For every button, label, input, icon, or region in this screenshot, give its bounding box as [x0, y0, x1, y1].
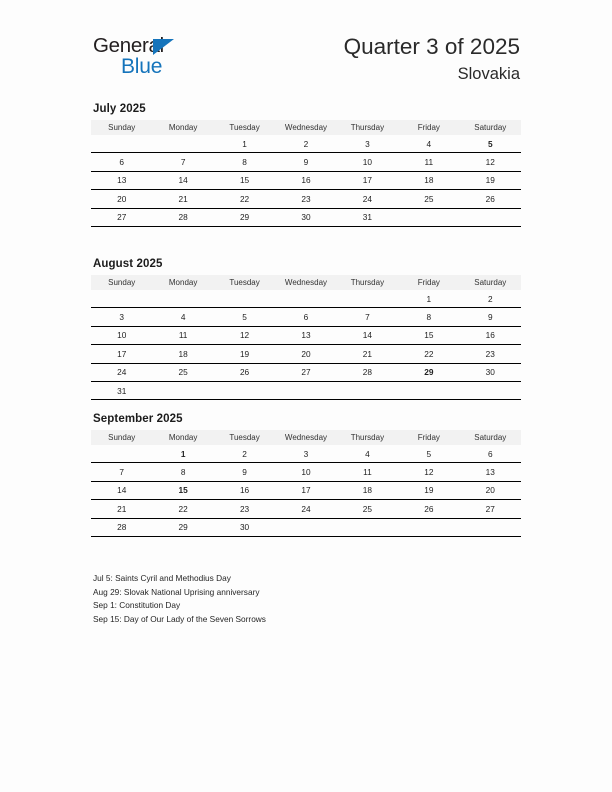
page-subtitle-country: Slovakia [457, 65, 520, 83]
weekday-header-friday: Friday [398, 275, 459, 290]
calendar-cell-empty [275, 381, 336, 399]
calendar-day[interactable]: 28 [337, 363, 398, 381]
calendar-cell-empty [460, 381, 521, 399]
calendar-week-row [91, 445, 521, 463]
blue-triangle-icon [153, 39, 174, 55]
calendar-day[interactable]: 17 [275, 481, 336, 499]
calendar-day[interactable]: 9 [214, 463, 275, 481]
calendar-day[interactable]: 14 [337, 326, 398, 344]
calendar-day[interactable]: 29 [214, 208, 275, 226]
calendar-week-row [91, 381, 521, 399]
page-title: Quarter 3 of 2025 [343, 34, 520, 59]
calendar-day[interactable]: 18 [337, 481, 398, 499]
calendar-cell-empty [337, 290, 398, 308]
brand-name-general: General [93, 34, 164, 57]
calendar-day[interactable]: 18 [398, 171, 459, 189]
calendar-week-row [91, 518, 521, 536]
calendar-week-row [91, 500, 521, 518]
calendar-week-row [91, 153, 521, 171]
calendar-cell-empty [398, 381, 459, 399]
calendar-week-row [91, 363, 521, 381]
calendar-week-row [91, 208, 521, 226]
weekday-header-saturday: Saturday [460, 430, 521, 445]
weekday-header-saturday: Saturday [460, 275, 521, 290]
calendar-day[interactable]: 26 [214, 363, 275, 381]
weekday-header-row [91, 430, 521, 445]
holiday-note: Sep 15: Day of Our Lady of the Seven Sorrows [93, 613, 266, 624]
calendar-day[interactable]: 31 [337, 208, 398, 226]
calendar-cell-empty [91, 290, 152, 308]
calendar-day-holiday[interactable]: 1 [180, 448, 186, 459]
title-block [344, 34, 520, 85]
calendar-day[interactable]: 1 [242, 138, 247, 149]
weekday-header-row [91, 275, 521, 290]
calendar-day[interactable]: 2 [242, 448, 247, 459]
calendar-day[interactable]: 2 [487, 293, 493, 304]
calendar-day[interactable]: 25 [398, 190, 459, 208]
calendar-week-row [91, 171, 521, 189]
calendar-cell-empty [275, 518, 336, 536]
calendar-day[interactable]: 25 [152, 363, 213, 381]
weekday-header-friday: Friday [398, 430, 459, 445]
calendar-day[interactable]: 6 [275, 308, 336, 326]
calendar-day[interactable]: 12 [214, 326, 275, 344]
weekday-header-tuesday: Tuesday [214, 120, 275, 135]
calendar-day[interactable]: 14 [152, 171, 213, 189]
calendar-day[interactable]: 31 [91, 381, 152, 399]
calendar-day[interactable]: 28 [152, 208, 213, 226]
weekday-header-sunday: Sunday [91, 120, 152, 135]
weekday-header-tuesday: Tuesday [214, 430, 275, 445]
weekday-header-thursday: Thursday [337, 430, 398, 445]
calendar-day[interactable]: 3 [91, 308, 152, 326]
calendar-cell-empty [460, 208, 521, 226]
calendar-day[interactable]: 7 [152, 153, 213, 171]
brand-name-blue: Blue [121, 55, 163, 78]
calendar-day[interactable]: 12 [460, 153, 521, 171]
calendar-day[interactable]: 27 [275, 363, 336, 381]
calendar-day[interactable]: 1 [426, 293, 432, 304]
calendar-day[interactable]: 26 [398, 500, 459, 518]
calendar-week-row [91, 326, 521, 344]
weekday-header-wednesday: Wednesday [275, 120, 336, 135]
calendar-day[interactable]: 4 [426, 138, 432, 149]
calendar-day[interactable]: 11 [337, 463, 398, 481]
calendar-week-row [91, 345, 521, 363]
holiday-note: Sep 1: Constitution Day [93, 600, 181, 610]
calendar-day[interactable]: 24 [337, 190, 398, 208]
holiday-note: Jul 5: Saints Cyril and Methodius Day [93, 573, 231, 583]
calendar-day-holiday[interactable]: 5 [487, 138, 493, 149]
calendar-day[interactable]: 9 [275, 153, 336, 171]
calendar-day[interactable]: 27 [91, 208, 152, 226]
calendar-day[interactable]: 9 [460, 308, 521, 326]
calendar-cell-empty [337, 381, 398, 399]
weekday-header-saturday: Saturday [460, 120, 521, 135]
calendar-day[interactable]: 28 [91, 518, 152, 536]
calendar-day[interactable]: 23 [460, 345, 521, 363]
calendar-day[interactable]: 8 [398, 308, 459, 326]
calendar-day[interactable]: 12 [398, 463, 459, 481]
page-header [0, 0, 612, 96]
weekday-header-thursday: Thursday [337, 275, 398, 290]
calendar-day[interactable]: 15 [214, 171, 275, 189]
calendar-day[interactable]: 14 [91, 481, 152, 499]
calendar-day[interactable]: 10 [275, 463, 336, 481]
calendar-table [91, 275, 521, 400]
calendar-week-row [91, 463, 521, 481]
calendar-table [91, 120, 521, 227]
calendar-cell-empty [214, 290, 275, 308]
weekday-header-wednesday: Wednesday [275, 430, 336, 445]
weekday-header-sunday: Sunday [91, 430, 152, 445]
calendar-cell-empty [398, 518, 459, 536]
calendar-day[interactable]: 18 [152, 345, 213, 363]
calendar-week-row [91, 481, 521, 499]
calendar-day[interactable]: 5 [214, 308, 275, 326]
calendar-day[interactable]: 16 [460, 326, 521, 344]
calendar-day[interactable]: 13 [460, 463, 521, 481]
calendar-day[interactable]: 7 [337, 308, 398, 326]
calendar-day[interactable]: 30 [460, 363, 521, 381]
weekday-header-monday: Monday [152, 275, 213, 290]
calendar-day[interactable]: 6 [487, 448, 493, 459]
calendar-day[interactable]: 29 [152, 518, 213, 536]
calendar-day[interactable]: 4 [365, 448, 370, 459]
month-title: July 2025 [93, 103, 146, 115]
calendar-cell-empty [214, 381, 275, 399]
calendar-day[interactable]: 20 [275, 345, 336, 363]
month-block-july [91, 103, 521, 227]
calendar-day[interactable]: 19 [214, 345, 275, 363]
calendar-day[interactable]: 8 [152, 463, 213, 481]
weekday-header-sunday: Sunday [91, 275, 152, 290]
calendar-day[interactable]: 21 [337, 345, 398, 363]
calendar-day-holiday[interactable]: 15 [152, 481, 213, 499]
calendar-day[interactable]: 22 [214, 190, 275, 208]
holiday-legend [93, 572, 513, 626]
weekday-header-thursday: Thursday [337, 120, 398, 135]
calendar-cell-empty [152, 381, 213, 399]
calendar-cell-empty [91, 445, 152, 463]
calendar-day[interactable]: 16 [275, 171, 336, 189]
calendar-day[interactable]: 22 [152, 500, 213, 518]
calendar-week-row [91, 290, 521, 308]
month-block-september [91, 413, 521, 537]
calendar-day[interactable]: 3 [303, 448, 309, 459]
calendar-cell-empty [398, 208, 459, 226]
calendar-day[interactable]: 10 [337, 153, 398, 171]
month-title: August 2025 [93, 258, 163, 270]
calendar-day[interactable]: 24 [275, 500, 336, 518]
calendar-day[interactable]: 3 [365, 138, 370, 149]
calendar-day[interactable]: 2 [303, 138, 309, 149]
calendar-day[interactable]: 19 [398, 481, 459, 499]
calendar-cell-empty [152, 290, 213, 308]
calendar-cell-empty [460, 518, 521, 536]
calendar-day[interactable]: 6 [91, 153, 152, 171]
calendar-day[interactable]: 5 [426, 448, 432, 459]
calendar-day-holiday[interactable]: 29 [398, 363, 459, 381]
weekday-header-row [91, 120, 521, 135]
calendar-day[interactable]: 20 [460, 481, 521, 499]
month-block-august [91, 258, 521, 400]
calendar-week-row [91, 190, 521, 208]
calendar-day[interactable]: 27 [460, 500, 521, 518]
calendar-day[interactable]: 22 [398, 345, 459, 363]
calendar-day[interactable]: 19 [460, 171, 521, 189]
calendar-day[interactable]: 26 [460, 190, 521, 208]
calendar-day[interactable]: 25 [337, 500, 398, 518]
calendar-day[interactable]: 30 [214, 518, 275, 536]
calendar-day[interactable]: 13 [91, 171, 152, 189]
calendar-day[interactable]: 21 [152, 190, 213, 208]
brand-logo[interactable] [93, 34, 203, 82]
calendar-week-row [91, 308, 521, 326]
calendar-week-row [91, 135, 521, 153]
holiday-note: Aug 29: Slovak National Uprising anniversary [93, 586, 260, 597]
calendar-day[interactable]: 17 [91, 345, 152, 363]
calendar-cell-empty [337, 518, 398, 536]
calendar-day[interactable]: 13 [275, 326, 336, 344]
calendar-day[interactable]: 4 [152, 308, 213, 326]
calendar-day[interactable]: 10 [91, 326, 152, 344]
calendar-day[interactable]: 16 [214, 481, 275, 499]
calendar-cell-empty [152, 135, 213, 153]
month-title: September 2025 [93, 413, 183, 425]
calendar-table [91, 430, 521, 537]
weekday-header-wednesday: Wednesday [275, 275, 336, 290]
calendar-day[interactable]: 23 [214, 500, 275, 518]
weekday-header-friday: Friday [398, 120, 459, 135]
calendar-day[interactable]: 11 [152, 326, 213, 344]
calendar-day[interactable]: 23 [275, 190, 336, 208]
calendar-day[interactable]: 17 [337, 171, 398, 189]
calendar-cell-empty [275, 290, 336, 308]
calendar-day[interactable]: 30 [275, 208, 336, 226]
calendar-day[interactable]: 7 [91, 463, 152, 481]
calendar-day[interactable]: 8 [214, 153, 275, 171]
calendar-day[interactable]: 20 [91, 190, 152, 208]
calendar-day[interactable]: 15 [398, 326, 459, 344]
weekday-header-tuesday: Tuesday [214, 275, 275, 290]
calendar-day[interactable]: 11 [398, 153, 459, 171]
calendar-day[interactable]: 24 [91, 363, 152, 381]
calendar-day[interactable]: 21 [91, 500, 152, 518]
weekday-header-monday: Monday [152, 430, 213, 445]
calendar-cell-empty [91, 135, 152, 153]
weekday-header-monday: Monday [152, 120, 213, 135]
